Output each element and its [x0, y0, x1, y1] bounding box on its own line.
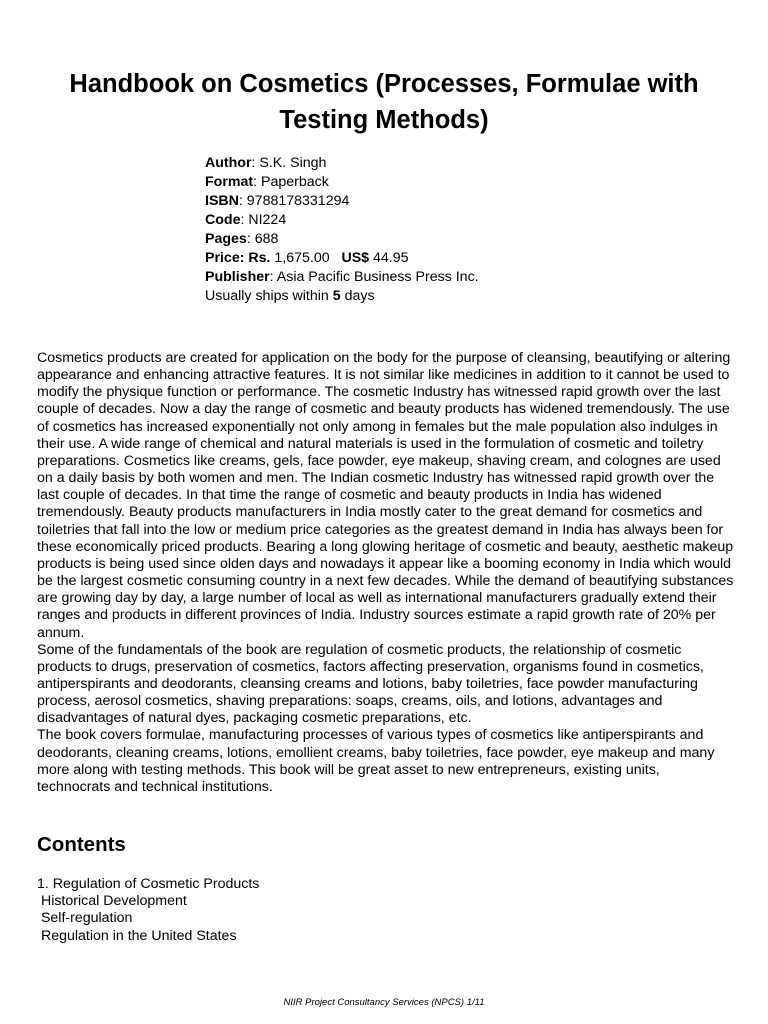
- ships-suffix: days: [340, 288, 375, 304]
- code-line: [205, 211, 725, 230]
- contents-item: 1. Regulation of Cosmetic Products: [37, 876, 260, 892]
- format-value: : Paperback: [253, 174, 329, 190]
- price-label: Price: Rs.: [205, 250, 271, 266]
- contents-list: [37, 876, 637, 945]
- author-label: Author: [205, 155, 252, 171]
- code-value: : NI224: [240, 212, 287, 228]
- book-title: Handbook on Cosmetics (Processes, Formulae with Testing Methods): [69, 70, 699, 134]
- publisher-value: : Asia Pacific Business Press Inc.: [269, 269, 479, 285]
- book-description: [37, 350, 737, 796]
- pages-value: : 688: [246, 231, 279, 247]
- page-footer: NIIR Project Consultancy Services (NPCS) 1/11: [283, 997, 485, 1008]
- price-rs-value: 1,675.00: [270, 250, 342, 266]
- ships-days: 5: [332, 288, 341, 304]
- contents-heading: Contents: [37, 833, 126, 856]
- author-line: [205, 154, 725, 173]
- shipping-line: [205, 287, 725, 306]
- format-line: [205, 173, 725, 192]
- description-paragraph-2: Some of the fundamentals of the book are regulation of cosmetic products, the relationship of cosmetic products to drugs, preservation of cosmetics, factors affecting preservation, organisms found in cosmetics, antiperspirants and deodorants, cleansing creams and lotions, baby toiletries, face powder manufacturing process, aerosol cosmetics, shaving preparations: soaps, creams, oils, and lotions, advantages and disadvantages of natural dyes, packaging cosmetic preparations, etc.: [37, 641, 704, 727]
- publisher-label: Publisher: [205, 269, 270, 285]
- pages-label: Pages: [205, 231, 247, 247]
- code-label: Code: [205, 212, 241, 228]
- isbn-line: [205, 192, 725, 211]
- ships-prefix: Usually ships within: [205, 288, 333, 304]
- price-usd-value: 44.95: [369, 250, 409, 266]
- contents-item: Regulation in the United States: [37, 927, 237, 944]
- price-line: [205, 249, 725, 268]
- author-value: : S.K. Singh: [251, 155, 327, 171]
- isbn-label: ISBN: [205, 193, 239, 209]
- pages-line: [205, 230, 725, 249]
- book-details: [205, 154, 725, 306]
- description-paragraph-3: The book covers formulae, manufacturing processes of various types of cosmetics like antiperspirants and deodorants, cleaning creams, lotions, emollient creams, baby toiletries, face powder, eye makeup and many more along with testing methods. This book will be great asset to new entrepreneurs, existing units, technocrats and technical institutions.: [37, 727, 715, 795]
- publisher-line: [205, 268, 725, 287]
- description-paragraph-1: Cosmetics products are created for application on the body for the purpose of cleansing, beautifying or altering appearance and enhancing attractive features. It is not similar like medicines in addition to it cannot be used to modify the physique function or performance. The cosmetic Industry has witnessed rapid growth over the last couple of decades. Now a day the range of cosmetic and beauty products has widened tremendously. The use of cosmetics has increased exponentially not only among in females but the male population also indulges in their use. A wide range of chemical and natural materials is used in the formulation of cosmetic and toiletry preparations. Cosmetics like creams, gels, face powder, eye makeup, shaving cream, and colognes are used on a daily basis by both women and men. The Indian cosmetic Industry has witnessed rapid growth over the last couple of decades. In that time the range of cosmetic and beauty products in India has widened tremendously. Beauty products manufacturers in India mostly cater to the great demand for cosmetics and toiletries that fall into the low or medium price categories as the greatest demand in India has always been for these economically priced products. Bearing a long glowing heritage of cosmetic and beauty, aesthetic makeup products is being used since olden days and nowadays it appear like a booming economy in India which would be the largest cosmetic consuming country in a next few decades. While the demand of beautifying substances are growing day by day, a large number of local as well as international manufacturers gradually extend their ranges and products in different provinces of India. Industry sources estimate a rapid growth rate of 20% per annum.: [37, 350, 734, 641]
- isbn-value: : 9788178331294: [238, 193, 350, 209]
- format-label: Format: [205, 174, 254, 190]
- contents-item: Self-regulation: [37, 910, 133, 927]
- price-usd-label: US$: [341, 250, 370, 266]
- contents-item: Historical Development: [37, 893, 187, 910]
